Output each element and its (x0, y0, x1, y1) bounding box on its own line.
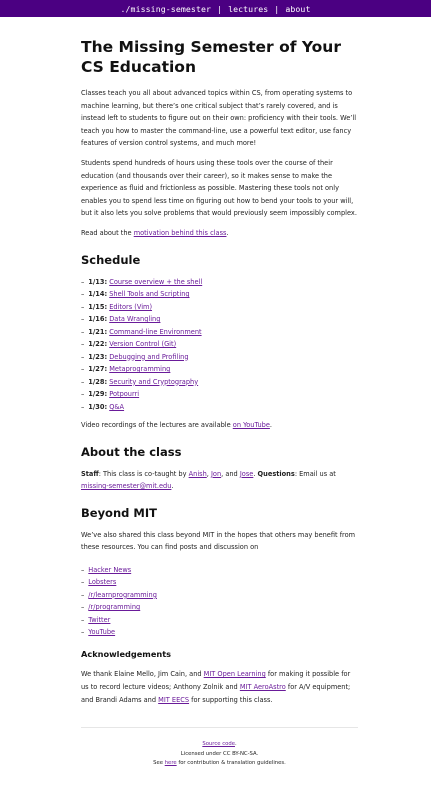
schedule-item (81, 363, 358, 376)
nav-lectures-link[interactable]: lectures (228, 3, 269, 14)
schedule-date: 1/30: (88, 402, 108, 411)
period: . (171, 482, 174, 491)
lecture-link-version-control[interactable]: Version Control (Git) (109, 340, 177, 349)
list-dash: – (81, 590, 85, 599)
twitter-link[interactable]: Twitter (88, 615, 111, 624)
lecture-link-command-line[interactable]: Command-line Environment (109, 327, 202, 336)
beyond-paragraph: We’ve also shared this class beyond MIT in the hopes that others may benefit from these resources. You can find posts and discussion on (81, 530, 356, 552)
mit-eecs-link[interactable]: MIT EECS (158, 695, 190, 704)
ack-text: for A/V equipment; and Brandi Adams and (81, 683, 351, 704)
beyond-heading: Beyond MIT (81, 505, 157, 520)
lecture-link-qa[interactable]: Q&A (109, 402, 125, 411)
list-item (81, 626, 358, 638)
schedule-date: 1/13: (88, 277, 108, 286)
page-footer (81, 727, 358, 769)
and-text: , and (221, 469, 240, 478)
schedule-item (81, 276, 358, 289)
schedule-item (81, 376, 358, 389)
youtube-link[interactable]: on YouTube (232, 421, 270, 430)
footer-see: See (153, 760, 165, 766)
intro-paragraph-2: Students spend hundreds of hours using these tools over the course of their education (and thousands over their career), so it makes sense to make the experience as fluid and frictionless as possible. Mastering these tools not only enables you to spend less time on figuring out how to bend your tools to your will, but it also lets you solve problems that would previously seem impossibly complex. (81, 158, 357, 218)
staff-paragraph (81, 468, 358, 493)
lecture-link-potpourri[interactable]: Potpourri (109, 390, 140, 399)
schedule-date: 1/28: (88, 377, 108, 386)
questions-label: Questions (257, 469, 295, 478)
list-dash: – (81, 377, 85, 386)
schedule-item (81, 388, 358, 401)
list-dash: – (81, 402, 85, 411)
mit-open-learning-link[interactable]: MIT Open Learning (203, 670, 266, 679)
schedule-date: 1/23: (88, 352, 108, 361)
mit-aeroastro-link[interactable]: MIT AeroAstro (239, 683, 286, 692)
footer-guidelines-line (81, 759, 358, 769)
source-code-link[interactable]: Source code (202, 741, 235, 747)
guidelines-here-link[interactable]: here (164, 760, 177, 766)
youtube-channel-link[interactable]: YouTube (88, 628, 116, 637)
schedule-date: 1/27: (88, 365, 108, 374)
schedule-date: 1/14: (88, 290, 108, 299)
schedule-item (81, 313, 358, 326)
schedule-item (81, 326, 358, 339)
schedule-date: 1/21: (88, 327, 108, 336)
schedule-date: 1/22: (88, 340, 108, 349)
schedule-list (81, 276, 358, 414)
list-dash: – (81, 390, 85, 399)
ack-text: for supporting this class. (189, 695, 273, 704)
motivation-link[interactable]: motivation behind this class (133, 228, 227, 237)
schedule-item (81, 351, 358, 364)
schedule-date: 1/16: (88, 315, 108, 324)
hacker-news-link[interactable]: Hacker News (88, 566, 132, 574)
lecture-link-shell-tools[interactable]: Shell Tools and Scripting (109, 290, 190, 299)
schedule-heading: Schedule (81, 252, 141, 267)
ack-text: We thank Elaine Mello, Jim Cain, and (81, 670, 204, 679)
list-dash: – (81, 628, 85, 637)
list-item (81, 601, 358, 613)
footer-license: Licensed under CC BY-NC-SA. (180, 750, 259, 757)
nav-home-link[interactable]: ./missing-semester (120, 3, 212, 14)
lecture-link-security[interactable]: Security and Cryptography (109, 377, 199, 386)
lecture-link-metaprogramming[interactable]: Metaprogramming (109, 365, 171, 374)
discussion-links-list (81, 564, 358, 638)
list-item (81, 614, 358, 626)
lecture-link-editors[interactable]: Editors (Vim) (109, 302, 153, 311)
footer-source-line (81, 740, 358, 750)
list-dash: – (81, 566, 85, 574)
questions-text: : Email us at (294, 469, 336, 478)
email-link[interactable]: missing-semester@mit.edu (81, 482, 172, 491)
motivation-prefix: Read about the (81, 228, 134, 237)
footer-guidelines-text: for contribution & translation guidelines. (176, 760, 286, 766)
list-dash: – (81, 578, 85, 587)
acknowledgements-heading: Acknowledgements (81, 649, 171, 660)
list-dash: – (81, 615, 85, 624)
jose-link[interactable]: Jose (239, 469, 254, 478)
schedule-item (81, 338, 358, 351)
anish-link[interactable]: Anish (188, 469, 207, 478)
about-heading: About the class (81, 444, 182, 459)
nav-about-link[interactable]: about (285, 3, 311, 14)
lecture-link-shell[interactable]: Course overview + the shell (109, 277, 203, 286)
period: . (253, 469, 256, 478)
video-prefix: Video recordings of the lectures are available (81, 421, 233, 430)
list-dash: – (81, 277, 85, 286)
list-item (81, 589, 358, 601)
schedule-item (81, 401, 358, 414)
video-paragraph (81, 419, 358, 432)
list-dash: – (81, 603, 85, 612)
staff-text: : This class is co-taught by (98, 469, 189, 478)
list-dash: – (81, 315, 85, 324)
list-dash: – (81, 302, 85, 311)
list-dash: – (81, 327, 85, 336)
nav-separator: | (217, 3, 223, 14)
footer-period: . (234, 741, 237, 747)
programming-link[interactable]: /r/programming (88, 603, 141, 612)
main-content (81, 37, 358, 713)
intro-paragraph-1: Classes teach you all about advanced topics within CS, from operating systems to machine learning, but there’s one critical subject that’s rarely covered, and is instead left to students to figure out on their own: proficiency with their tools. We’ll teach you how to master the command-line, use a powerful text editor, use fancy features of version control systems, and much more! (81, 89, 357, 148)
motivation-paragraph (81, 227, 358, 240)
nav-separator: | (274, 3, 280, 14)
list-dash: – (81, 290, 85, 299)
list-dash: – (81, 340, 85, 349)
motivation-suffix: . (226, 228, 229, 237)
page-title: The Missing Semester of Your CS Education (81, 38, 341, 76)
video-suffix: . (269, 421, 273, 430)
lobsters-link[interactable]: Lobsters (88, 578, 117, 587)
list-item (81, 576, 358, 588)
list-dash: – (81, 365, 85, 374)
lecture-link-debugging[interactable]: Debugging and Profiling (109, 352, 189, 361)
schedule-date: 1/29: (88, 390, 108, 399)
ack-text: for making it possible for us to record lecture videos; Anthony Zolnik and (81, 670, 351, 692)
comma: , (206, 469, 211, 478)
lecture-link-data-wrangling[interactable]: Data Wrangling (109, 315, 161, 324)
schedule-item (81, 301, 358, 314)
schedule-date: 1/15: (88, 302, 108, 311)
list-item (81, 564, 358, 576)
list-dash: – (81, 352, 85, 361)
learnprogramming-link[interactable]: /r/learnprogramming (88, 590, 157, 599)
top-nav-bar (0, 0, 431, 17)
acknowledgements-paragraph (81, 668, 358, 706)
staff-label: Staff (81, 469, 99, 478)
jon-link[interactable]: Jon (210, 469, 222, 478)
schedule-item (81, 288, 358, 301)
